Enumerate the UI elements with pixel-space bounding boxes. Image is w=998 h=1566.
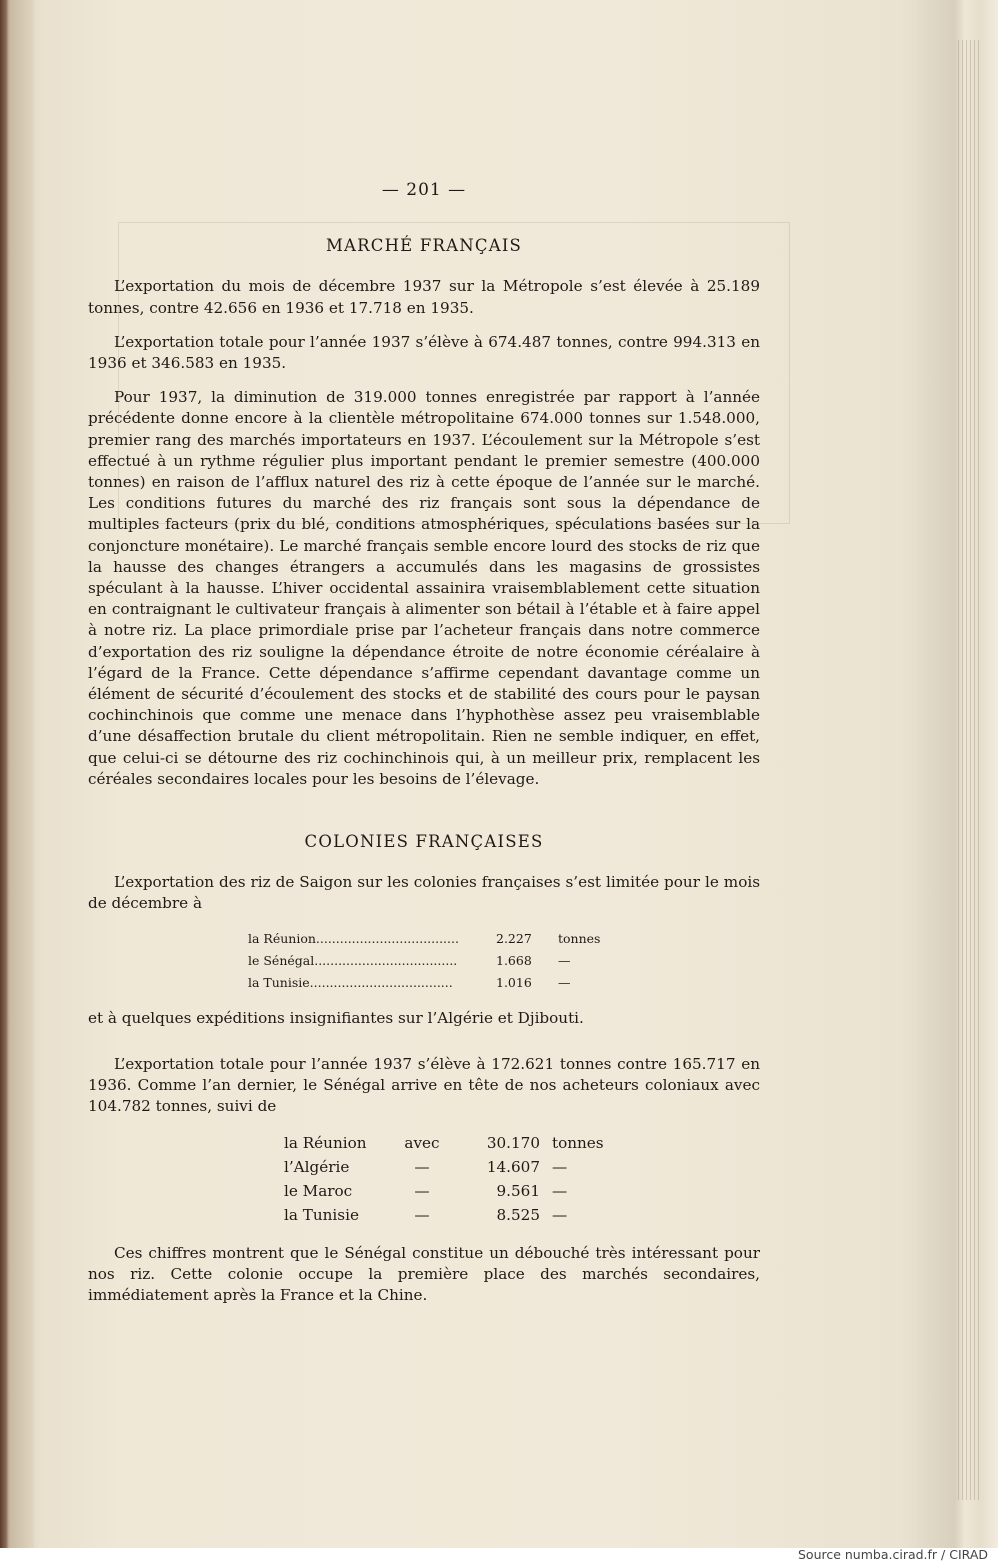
unit: — <box>558 974 571 990</box>
table-row <box>284 1155 612 1179</box>
colony-name: la Tunisie.................................... <box>248 974 453 990</box>
annual-exports-table <box>284 1131 612 1227</box>
paragraph: Ces chiffres montrent que le Sénégal constitue un débouché très intéressant pour nos riz. Cette colonie occupe la première place des marchés secondaires, immédiatement après la France et la Chine. <box>88 1243 760 1304</box>
table-row <box>248 928 600 950</box>
paragraph: L’exportation totale pour l’année 1937 s’élève à 172.621 tonnes contre 165.717 en 1936. Comme l’an dernier, le Sénégal arrive en tête de nos acheteurs coloniaux avec 104.782 tonnes, suivi de <box>88 1054 760 1116</box>
unit: — <box>552 1181 568 1200</box>
unit: — <box>558 952 571 968</box>
separator: avec <box>404 1133 440 1152</box>
unit: — <box>552 1157 568 1176</box>
tonnage-value: 8.525 <box>496 1205 540 1224</box>
colony-name: la Réunion.................................... <box>248 930 459 946</box>
spacer <box>88 1042 760 1054</box>
colony-name: le Maroc <box>284 1181 353 1200</box>
paragraph: et à quelques expéditions insignifiantes sur l’Algérie et Djibouti. <box>88 1008 584 1027</box>
section-title-marche-francais: MARCHÉ FRANÇAIS <box>325 236 523 256</box>
tonnage-value: 9.561 <box>496 1181 540 1200</box>
separator: — <box>414 1205 430 1224</box>
table-row <box>248 950 600 972</box>
spacer <box>88 803 760 831</box>
colony-name: la Réunion <box>284 1133 367 1152</box>
table-row <box>284 1179 612 1203</box>
tonnage-value: 1.016 <box>496 974 532 990</box>
table-row <box>248 972 600 994</box>
colony-name: l’Algérie <box>284 1157 350 1176</box>
separator: — <box>414 1181 430 1200</box>
paragraph: Pour 1937, la diminution de 319.000 tonnes enregistrée par rapport à l’année précédente donne encore à la clientèle métropolitaine 674.000 tonnes sur 1.548.000, premier rang des marchés importateurs en 1937. L’écoulement sur la Métropole s’est effectué à un rythme régulier plus important pendant le premier semestre (400.000 tonnes) en raison de l’afflux naturel des riz à cette époque de l’année sur le marché. Les conditions futures du marché des riz français sont sous la dépendance de multiples facteurs (prix du blé, conditions atmosphériques, spéculations basées sur la conjoncture monétaire). Le marché français semble encore lourd des stocks de riz que la hausse des changes étrangers a accumulés dans les magasins de grossistes spéculant à la hausse. L’hiver occidental assainira vraisemblablement cette situation en contraignant le cultivateur français à alimenter son bétail à l’étable et à faire appel à notre riz. La place primordiale prise par l’acheteur français dans notre commerce d’exportation des riz souligne la dépendance étroite de notre économie céréalaire à l’égard de la France. Cette dépendance s’affirme cependant davantage comme un élément de sécurité d’écoulement des stocks et de stabilité des cours pour le paysan cochinchinois que comme une menace dans l’hyphothèse assez peu vraisemblable d’une désaffection brutale du client métropolitain. Rien ne semble indiquer, en effet, que celui-ci se détourne des riz cochinchinois qui, à un meilleur prix, remplacent les céréales secondaires locales pour les besoins de l’élevage. <box>88 388 760 788</box>
separator: — <box>414 1157 430 1176</box>
paragraph: L’exportation du mois de décembre 1937 sur la Métropole s’est élevée à 25.189 tonnes, contre 42.656 en 1936 et 17.718 en 1935. <box>88 277 760 317</box>
book-gutter <box>8 0 34 1548</box>
unit: — <box>552 1205 568 1224</box>
tonnage-value: 1.668 <box>496 952 532 968</box>
source-credit: Source numba.cirad.fr / CIRAD <box>797 1547 988 1562</box>
tonnage-value: 14.607 <box>486 1157 540 1176</box>
page-content <box>88 168 760 1319</box>
page-edges <box>958 40 980 1500</box>
paragraph: L’exportation totale pour l’année 1937 s’élève à 674.487 tonnes, contre 994.313 en 1936 et 346.583 en 1935. <box>88 332 760 373</box>
page-number: — 201 — <box>381 180 467 200</box>
tonnage-value: 30.170 <box>486 1133 540 1152</box>
table-row <box>284 1131 612 1155</box>
colony-name: le Sénégal.................................... <box>248 952 458 968</box>
colony-name: la Tunisie <box>284 1205 359 1224</box>
paragraph: L’exportation des riz de Saigon sur les colonies françaises s’est limitée pour le mois de décembre à <box>88 873 760 913</box>
tonnage-value: 2.227 <box>496 930 532 946</box>
unit: tonnes <box>558 930 601 946</box>
december-exports-table <box>248 928 600 994</box>
unit: tonnes <box>552 1133 604 1152</box>
table-row <box>284 1203 612 1227</box>
section-title-colonies-francaises: COLONIES FRANÇAISES <box>304 832 544 852</box>
